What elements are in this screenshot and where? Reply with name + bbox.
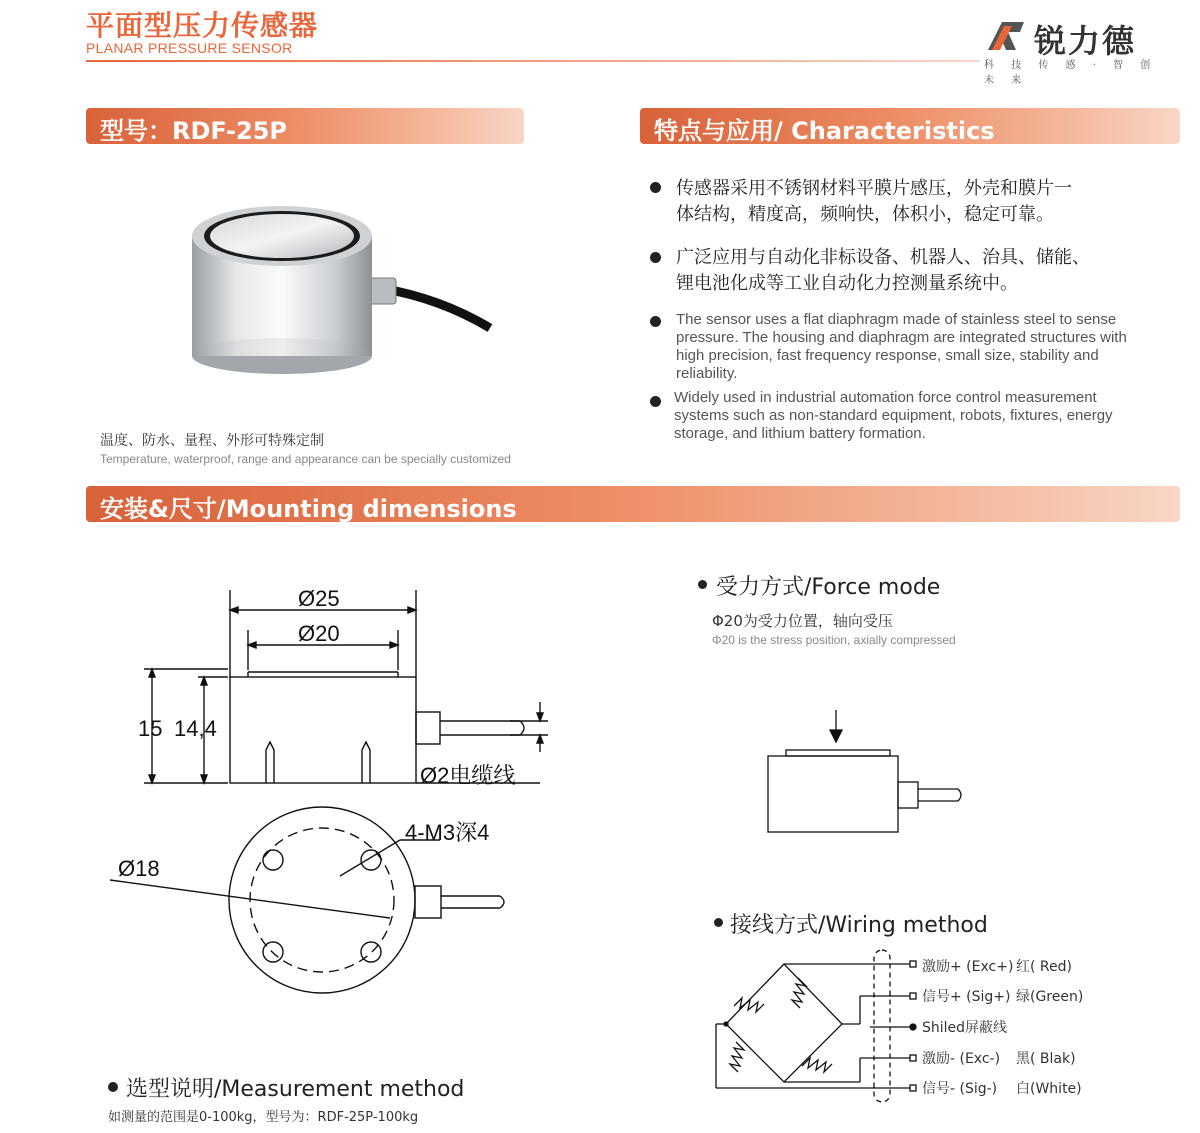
bullet-icon [714,918,723,927]
characteristic-cn-2-line-1: 广泛应用与自动化非标设备、机器人、治具、储能、 [676,247,1090,268]
characteristic-en-2-line-2: systems such as non-standard equipment, robots, fixtures, energy [674,407,1113,424]
wire-color-exc-minus: 黑( Blak) [1016,1051,1076,1067]
dimension-drawing [100,560,560,1030]
wire-color-exc-plus: 红( Red) [1016,959,1072,975]
characteristic-en-2-line-3: storage, and lithium battery formation. [674,425,926,442]
bullet-icon [650,396,661,407]
wire-label-shield: Shiled屏蔽线 [922,1020,1008,1036]
wire-label-sig-plus: 信号+ (Sig+) [922,989,1011,1005]
mounting-label: 安装&尺寸/Mounting dimensions [100,495,517,523]
mounting-band [86,486,1180,522]
dim-total-height: 15 [138,716,163,741]
measurement-note: 如测量的范围是0-100kg，型号为：RDF-25P-100kg [108,1110,419,1125]
force-mode-cn: Φ20为受力位置，轴向受压 [712,612,893,630]
characteristic-en-1-line-1: The sensor uses a flat diaphragm made of stainless steel to sense [676,311,1117,328]
bullet-icon [108,1082,118,1092]
wire-label-sig-minus: 信号- (Sig-) [922,1081,998,1097]
brand-logo [984,10,1184,86]
dim-holes: 4-M3深4 [405,820,490,845]
model-band [86,108,524,144]
customization-caption-en: Temperature, waterproof, range and appearance can be specially customized [100,452,511,466]
wire-color-sig-plus: 绿(Green) [1016,989,1084,1005]
bullet-icon [650,252,661,263]
force-mode-diagram [760,706,970,836]
measurement-title: 选型说明/Measurement method [126,1077,465,1102]
brand-name: 锐力德 [1034,22,1137,60]
wiring-title: 接线方式/Wiring method [730,913,988,938]
dim-pcd: Ø18 [118,856,160,881]
characteristic-cn-1-line-1: 传感器采用不锈钢材料平膜片感压，外壳和膜片一 [676,178,1072,199]
dim-outer-diameter: Ø25 [298,586,340,611]
characteristic-cn-1-line-2: 体结构，精度高，频响快，体积小，稳定可靠。 [676,204,1054,225]
wiring-diagram [710,944,920,1114]
wire-label-exc-plus: 激励+ (Exc+) [922,959,1014,975]
wire-color-sig-minus: 白(White) [1016,1081,1082,1097]
dim-cable: Ø2电缆线 [420,763,516,788]
model-label: 型号：RDF-25P [100,117,288,145]
characteristic-en-1-line-4: reliability. [676,365,738,382]
page-subtitle: PLANAR PRESSURE SENSOR [86,40,293,56]
characteristics-label: 特点与应用/ Characteristics [654,117,995,145]
customization-caption-cn: 温度、防水、量程、外形可特殊定制 [100,433,324,449]
bullet-icon [650,182,661,193]
wire-label-exc-minus: 激励- (Exc-) [922,1051,1001,1067]
force-mode-title: 受力方式/Force mode [716,575,941,600]
product-image [180,188,510,388]
brand-logo-mark-icon [986,16,1030,52]
bullet-icon [698,580,707,589]
dim-inner-diameter: Ø20 [298,621,340,646]
characteristic-en-2-line-1: Widely used in industrial automation force control measurement [674,389,1097,406]
characteristic-en-1-line-2: pressure. The housing and diaphragm are integrated structures with [676,329,1127,346]
characteristic-en-1-line-3: high precision, fast frequency response, small size, stability and [676,347,1099,364]
page-title: 平面型压力传感器 [86,9,319,42]
brand-slogan: 科 技 传 感 · 智 创 未 来 [984,60,1158,86]
characteristics-band [640,108,1180,144]
force-mode-en: Φ20 is the stress position, axially compressed [712,633,956,647]
header-divider [86,60,980,62]
characteristic-cn-2-line-2: 锂电池化成等工业自动化力控测量系统中。 [676,273,1018,294]
bullet-icon [650,316,661,327]
dim-body-height: 14,4 [174,716,217,741]
